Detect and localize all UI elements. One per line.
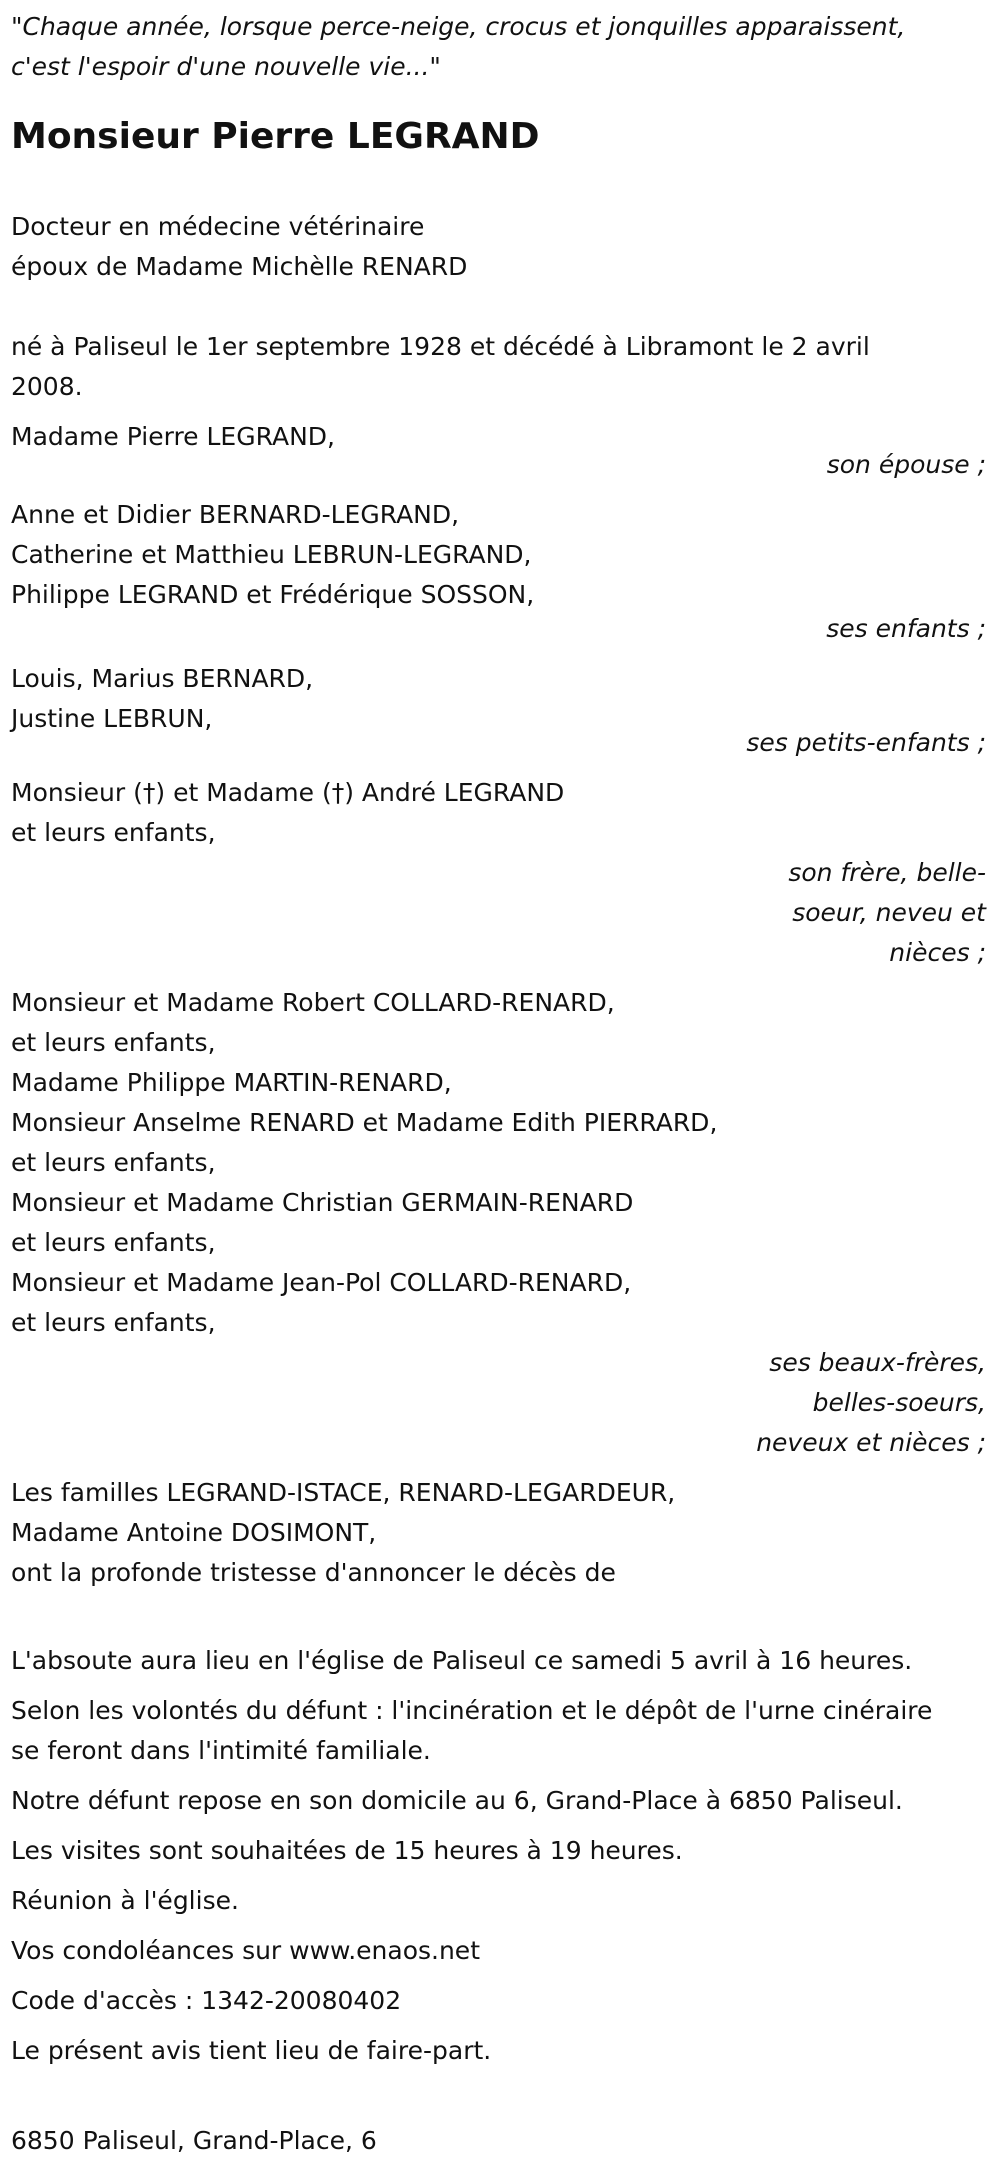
birth-death-statement [11, 327, 991, 407]
family-relation: soeur, neveu et [792, 898, 986, 927]
deceased-name: Monsieur Pierre LEGRAND [11, 116, 540, 157]
family-relation: ses petits-enfants ; [746, 728, 986, 757]
meeting-info: Réunion à l'église. [11, 1886, 239, 1915]
family-member-line: et leurs enfants, [11, 1148, 216, 1177]
family-member-line: et leurs enfants, [11, 818, 216, 847]
access-code-info: Code d'accès : 1342-20080402 [11, 1986, 402, 2015]
address: 6850 Paliseul, Grand-Place, 6 [11, 2126, 377, 2155]
family-relation: ses enfants ; [826, 614, 986, 643]
family-member-line: Madame Philippe MARTIN-RENARD, [11, 1068, 452, 1097]
epigraph-quote [11, 0, 991, 87]
wishes-line: Selon les volontés du défunt : l'incinération et le dépôt de l'urne cinéraire [11, 1696, 933, 1725]
family-group-in-laws [11, 983, 991, 1463]
family-group-spouse [11, 417, 991, 485]
wishes-line: se feront dans l'intimité familiale. [11, 1736, 431, 1765]
announcement-note: Le présent avis tient lieu de faire-part. [11, 2036, 492, 2065]
family-member-line: Monsieur Anselme RENARD et Madame Edith PIERRARD, [11, 1108, 718, 1137]
family-member-line: et leurs enfants, [11, 1228, 216, 1257]
family-group-children [11, 495, 991, 649]
family-relation: belles-soeurs, [812, 1388, 986, 1417]
family-relation: son frère, belle- [788, 858, 986, 887]
family-member-line: Monsieur et Madame Jean-Pol COLLARD-RENARD, [11, 1268, 632, 1297]
family-group-families [11, 1473, 991, 1593]
wishes-info [11, 1691, 991, 1771]
obituary-content [11, 0, 991, 2161]
family-member-line: et leurs enfants, [11, 1308, 216, 1337]
condolences-info: Vos condoléances sur www.enaos.net [11, 1936, 480, 1965]
bio-spouse: époux de Madame Michèlle RENARD [11, 252, 468, 281]
birth-death-line: né à Paliseul le 1er septembre 1928 et décédé à Libramont le 2 avril [11, 332, 870, 361]
family-member-line: Catherine et Matthieu LEBRUN-LEGRAND, [11, 540, 532, 569]
family-member-line: Louis, Marius BERNARD, [11, 664, 314, 693]
family-member-line: ont la profonde tristesse d'annoncer le décès de [11, 1558, 616, 1587]
absoute-info: L'absoute aura lieu en l'église de Paliseul ce samedi 5 avril à 16 heures. [11, 1646, 913, 1675]
family-group-brother [11, 773, 991, 973]
family-relation: son épouse ; [826, 450, 986, 479]
quote-line: c'est l'espoir d'une nouvelle vie..." [11, 52, 441, 81]
birth-death-line: 2008. [11, 372, 83, 401]
visits-info: Les visites sont souhaitées de 15 heures à 19 heures. [11, 1836, 683, 1865]
bio-profession: Docteur en médecine vétérinaire [11, 212, 425, 241]
family-relation: nièces ; [889, 938, 986, 967]
family-member-line: Monsieur et Madame Robert COLLARD-RENARD, [11, 988, 615, 1017]
family-member-line: Monsieur (†) et Madame (†) André LEGRAND [11, 778, 565, 807]
quote-line: "Chaque année, lorsque perce-neige, crocus et jonquilles apparaissent, [11, 12, 906, 41]
family-member-line: Les familles LEGRAND-ISTACE, RENARD-LEGARDEUR, [11, 1478, 676, 1507]
family-member-line: Justine LEBRUN, [11, 704, 213, 733]
family-member-line: Monsieur et Madame Christian GERMAIN-RENARD [11, 1188, 634, 1217]
family-member-line: et leurs enfants, [11, 1028, 216, 1057]
rest-location-info: Notre défunt repose en son domicile au 6, Grand-Place à 6850 Paliseul. [11, 1786, 903, 1815]
family-group-grandchildren [11, 659, 991, 763]
family-member-line: Anne et Didier BERNARD-LEGRAND, [11, 500, 460, 529]
family-member-line: Madame Antoine DOSIMONT, [11, 1518, 377, 1547]
deceased-bio [11, 207, 991, 287]
family-member-line: Madame Pierre LEGRAND, [11, 422, 335, 451]
family-relation: ses beaux-frères, [769, 1348, 986, 1377]
family-relation: neveux et nièces ; [756, 1428, 986, 1457]
family-member-line: Philippe LEGRAND et Frédérique SOSSON, [11, 580, 535, 609]
